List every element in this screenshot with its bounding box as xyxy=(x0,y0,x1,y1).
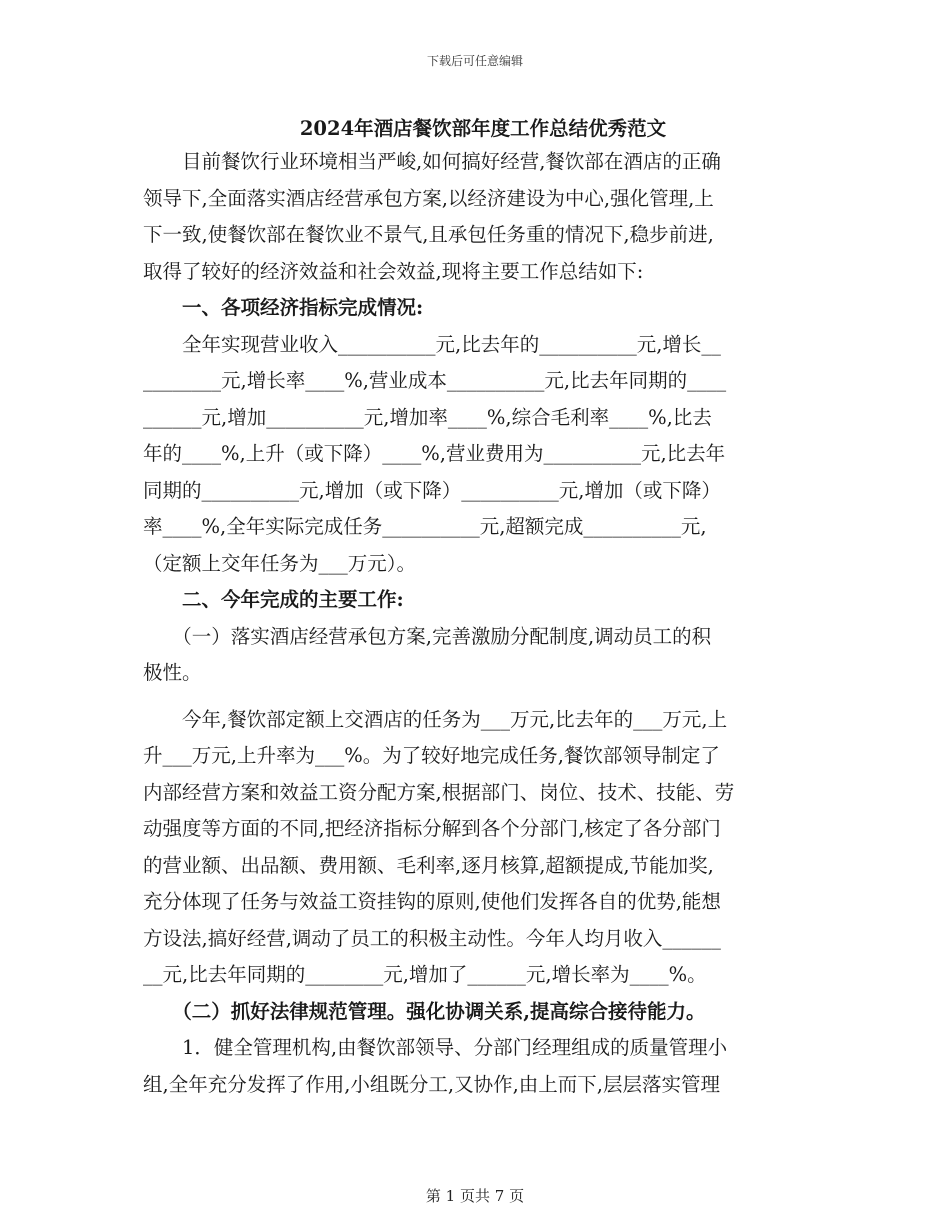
body-line: __元,比去年同期的________元,增加了______元,增长率为____%。 xyxy=(143,963,707,986)
intro-line: 领导下,全面落实酒店经营承包方案,以经济建设为中心,强化管理,上 xyxy=(143,186,714,210)
body-line: 充分体现了任务与效益工资挂钩的原则,使他们发挥各自的优势,能想 xyxy=(143,890,721,913)
indicator-line: 年的____%,上升（或下降）____%,营业费用为__________元,比去年 xyxy=(143,442,726,465)
body-line: 的营业额、出品额、费用额、毛利率,逐月核算,超额提成,节能加奖, xyxy=(143,853,714,877)
body-line: 方设法,搞好经营,调动了员工的积极主动性。今年人均月收入______ xyxy=(143,926,721,950)
indicator-line: （定额上交年任务为___万元）。 xyxy=(143,551,417,575)
intro-line: 目前餐饮行业环境相当严峻,如何搞好经营,餐饮部在酒店的正确 xyxy=(143,150,721,173)
section-heading-main-work: 二、今年完成的主要工作: xyxy=(143,588,404,611)
indicator-line: ________元,增长率____%,营业成本__________元,比去年同期的____ xyxy=(143,369,727,392)
intro-line: 下一致,使餐饮部在餐饮业不景气,且承包任务重的情况下,稳步前进, xyxy=(143,223,714,246)
subsection-heading-line: 极性。 xyxy=(143,661,202,684)
subsection-heading-line: （一）落实酒店经营承包方案,完善激励分配制度,调动员工的积 xyxy=(143,624,712,648)
body-line: 组,全年充分发挥了作用,小组既分工,又协作,由上而下,层层落实管理 xyxy=(143,1072,720,1096)
indicator-line: 全年实现营业收入__________元,比去年的__________元,增长__ xyxy=(143,332,721,356)
indicator-line: 率____%,全年实际完成任务__________元,超额完成__________元, xyxy=(143,515,707,538)
paragraph-spacer xyxy=(143,692,805,702)
body-line: 动强度等方面的不同,把经济指标分解到各个分部门,核定了各分部门 xyxy=(143,817,721,840)
document-title: 2024年酒店餐饮部年度工作总结优秀范文 xyxy=(299,117,667,140)
subsection-heading-legal-management: （二）抓好法律规范管理。强化协调关系,提高综合接待能力。 xyxy=(143,999,706,1023)
body-line: 今年,餐饮部定额上交酒店的任务为___万元,比去年的___万元,上 xyxy=(143,707,728,731)
intro-line: 取得了较好的经济效益和社会效益,现将主要工作总结如下: xyxy=(143,259,644,283)
document-body xyxy=(143,114,805,1103)
indicator-line: 同期的__________元,增加（或下降）__________元,增加（或下降） xyxy=(143,478,721,502)
section-heading-economic-indicators: 一、各项经济指标完成情况: xyxy=(143,296,424,319)
indicator-line: ______元,增加__________元,增加率____%,综合毛利率____%,比去 xyxy=(143,405,712,429)
page-footer: 第 1 页共 7 页 xyxy=(425,1187,525,1205)
body-line: 1．健全管理机构,由餐饮部领导、分部门经理组成的质量管理小 xyxy=(143,1036,728,1059)
body-line: 内部经营方案和效益工资分配方案,根据部门、岗位、技术、技能、劳 xyxy=(143,780,735,804)
body-line: 升___万元,上升率为___%。为了较好地完成任务,餐饮部领导制定了 xyxy=(143,744,720,767)
page-header: 下载后可任意编辑 xyxy=(426,54,523,68)
